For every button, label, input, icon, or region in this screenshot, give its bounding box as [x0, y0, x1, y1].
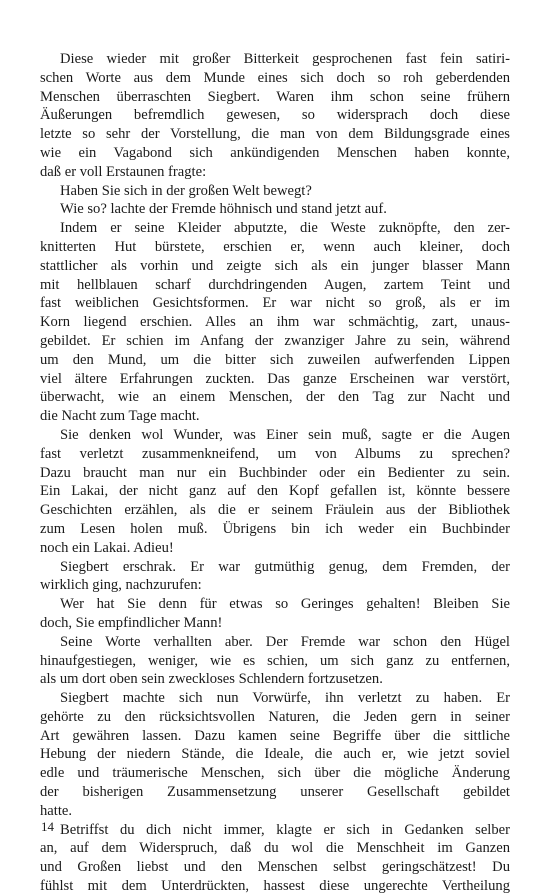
text-line: gebildet. Er schien im Anfang der zwanziger Jahre zu sein, während [40, 332, 510, 349]
text-line: gehörte zu den rücksichtsvollen Naturen, die Jeden gern in seiner [40, 708, 510, 725]
text-line: Betriffst du dich nicht immer, klagte er sich in Gedanken selber [60, 821, 510, 838]
text-line: Menschen überraschten Siegbert. Waren ihm schon seine frühern [40, 88, 510, 105]
text-line: Hebung der niedern Stände, die Ideale, die auch er, wie jetzt soviel [40, 746, 510, 763]
text-line: daß er voll Erstaunen fragte: [40, 163, 207, 180]
text-line: Siegbert machte sich nun Vorwürfe, ihn verletzt zu haben. Er [60, 690, 510, 707]
text-line: Wer hat Sie denn für etwas so Geringes gehalten! Bleiben Sie [60, 596, 510, 613]
text-line: viel ältere Erfahrungen zuckten. Das ganze Erscheinen war verstört, [40, 370, 510, 387]
text-line: wirklich ging, nachzurufen: [40, 577, 202, 594]
text-line: Äußerungen befremdlich gewesen, so widersprach doch diese [40, 107, 510, 124]
text-line: doch, Sie empfindlicher Mann! [40, 614, 223, 631]
text-line: als um dort oben sein zweckloses Schlendern fortzusetzen. [40, 671, 383, 688]
text-line: Korn liegend erschien. Alles an ihm war schmächtig, zart, unaus- [40, 314, 510, 331]
text-line: Wie so? lachte der Fremde höhnisch und stand jetzt auf. [60, 201, 387, 218]
text-line: und Großen liebst und den Menschen selbst geringschätzest! Du [40, 859, 510, 876]
text-line: Seine Worte verhallten aber. Der Fremde war schon den Hügel [60, 633, 510, 650]
text-line: wie ein Vagabond sich ankündigenden Menschen haben konnte, [40, 144, 510, 161]
text-line: zum Lesen holen muß. Übrigens bin ich weder ein Buchbinder [40, 520, 510, 537]
text-line: Siegbert erschrak. Er war gutmüthig genug, dem Fremden, der [60, 558, 510, 575]
text-line: fühlst mit dem Unterdrückten, hassest diese ungerechte Vertheilung [40, 878, 510, 895]
page-number: 14 [41, 819, 54, 834]
text-line: die Nacht zum Tage macht. [40, 408, 200, 425]
text-line: hinaufgestiegen, weniger, wie es schien, um sich ganz zu entfernen, [40, 652, 510, 669]
text-line: knitterten Hut bürstete, erschien er, wenn auch kleiner, doch [40, 238, 510, 255]
text-line: hatte. [40, 802, 73, 819]
text-line: überwacht, wie an einem Menschen, der den Tag zur Nacht und [40, 389, 510, 406]
body-text [40, 50, 510, 896]
text-line: schen Worte aus dem Munde eines sich doch so roh geberdenden [40, 69, 510, 86]
text-line: letzte so sehr der Vorstellung, die man von dem Bildungsgrade eines [40, 126, 510, 143]
text-line: Diese wieder mit großer Bitterkeit gesprochenen fast fein satiri- [60, 51, 510, 67]
text-line: der bisherigen Zusammensetzung unserer Gesellschaft gebildet [40, 784, 510, 801]
text-line: noch ein Lakai. Adieu! [40, 539, 174, 556]
text-line: fast verletzt zusammenkneifend, um von Albums zu sprechen? [40, 445, 510, 462]
text-line: mit hellblauen scharf durchdringenden Augen, zartem Teint und [40, 276, 510, 293]
text-line: Sie denken wol Wunder, was Einer sein muß, sagte er die Augen [60, 426, 510, 443]
text-line: fast weiblichen Gesichtsformen. Er war nicht so groß, als er im [40, 295, 510, 312]
text-line: stattlicher als vorhin und zeigte sich als ein junger blasser Mann [40, 257, 510, 274]
text-line: Art gewähren lassen. Dazu kamen seine Begriffe über die sittliche [40, 727, 510, 744]
text-line: Dazu braucht man nur ein Buchbinder oder ein Bedienter zu sein. [40, 464, 510, 481]
text-line: Indem er seine Kleider abputzte, die Weste zuknöpfte, den zer- [60, 220, 510, 237]
text-line: Ein Lakai, der nicht ganz auf den Kopf gefallen ist, könnte bessere [40, 483, 510, 500]
text-line: Geschichten erzählen, als die er seinem Fräulein aus der Bibliothek [40, 502, 510, 519]
text-line: an, auf dem Widerspruch, daß du wol die Menschheit im Ganzen [40, 840, 510, 857]
text-line: edle und träumerische Menschen, sich über die mögliche Änderung [40, 765, 510, 782]
text-line: Haben Sie sich in der großen Welt bewegt? [60, 182, 312, 199]
text-line: um den Mund, um die bitter sich zuweilen aufwerfenden Lippen [40, 351, 510, 368]
